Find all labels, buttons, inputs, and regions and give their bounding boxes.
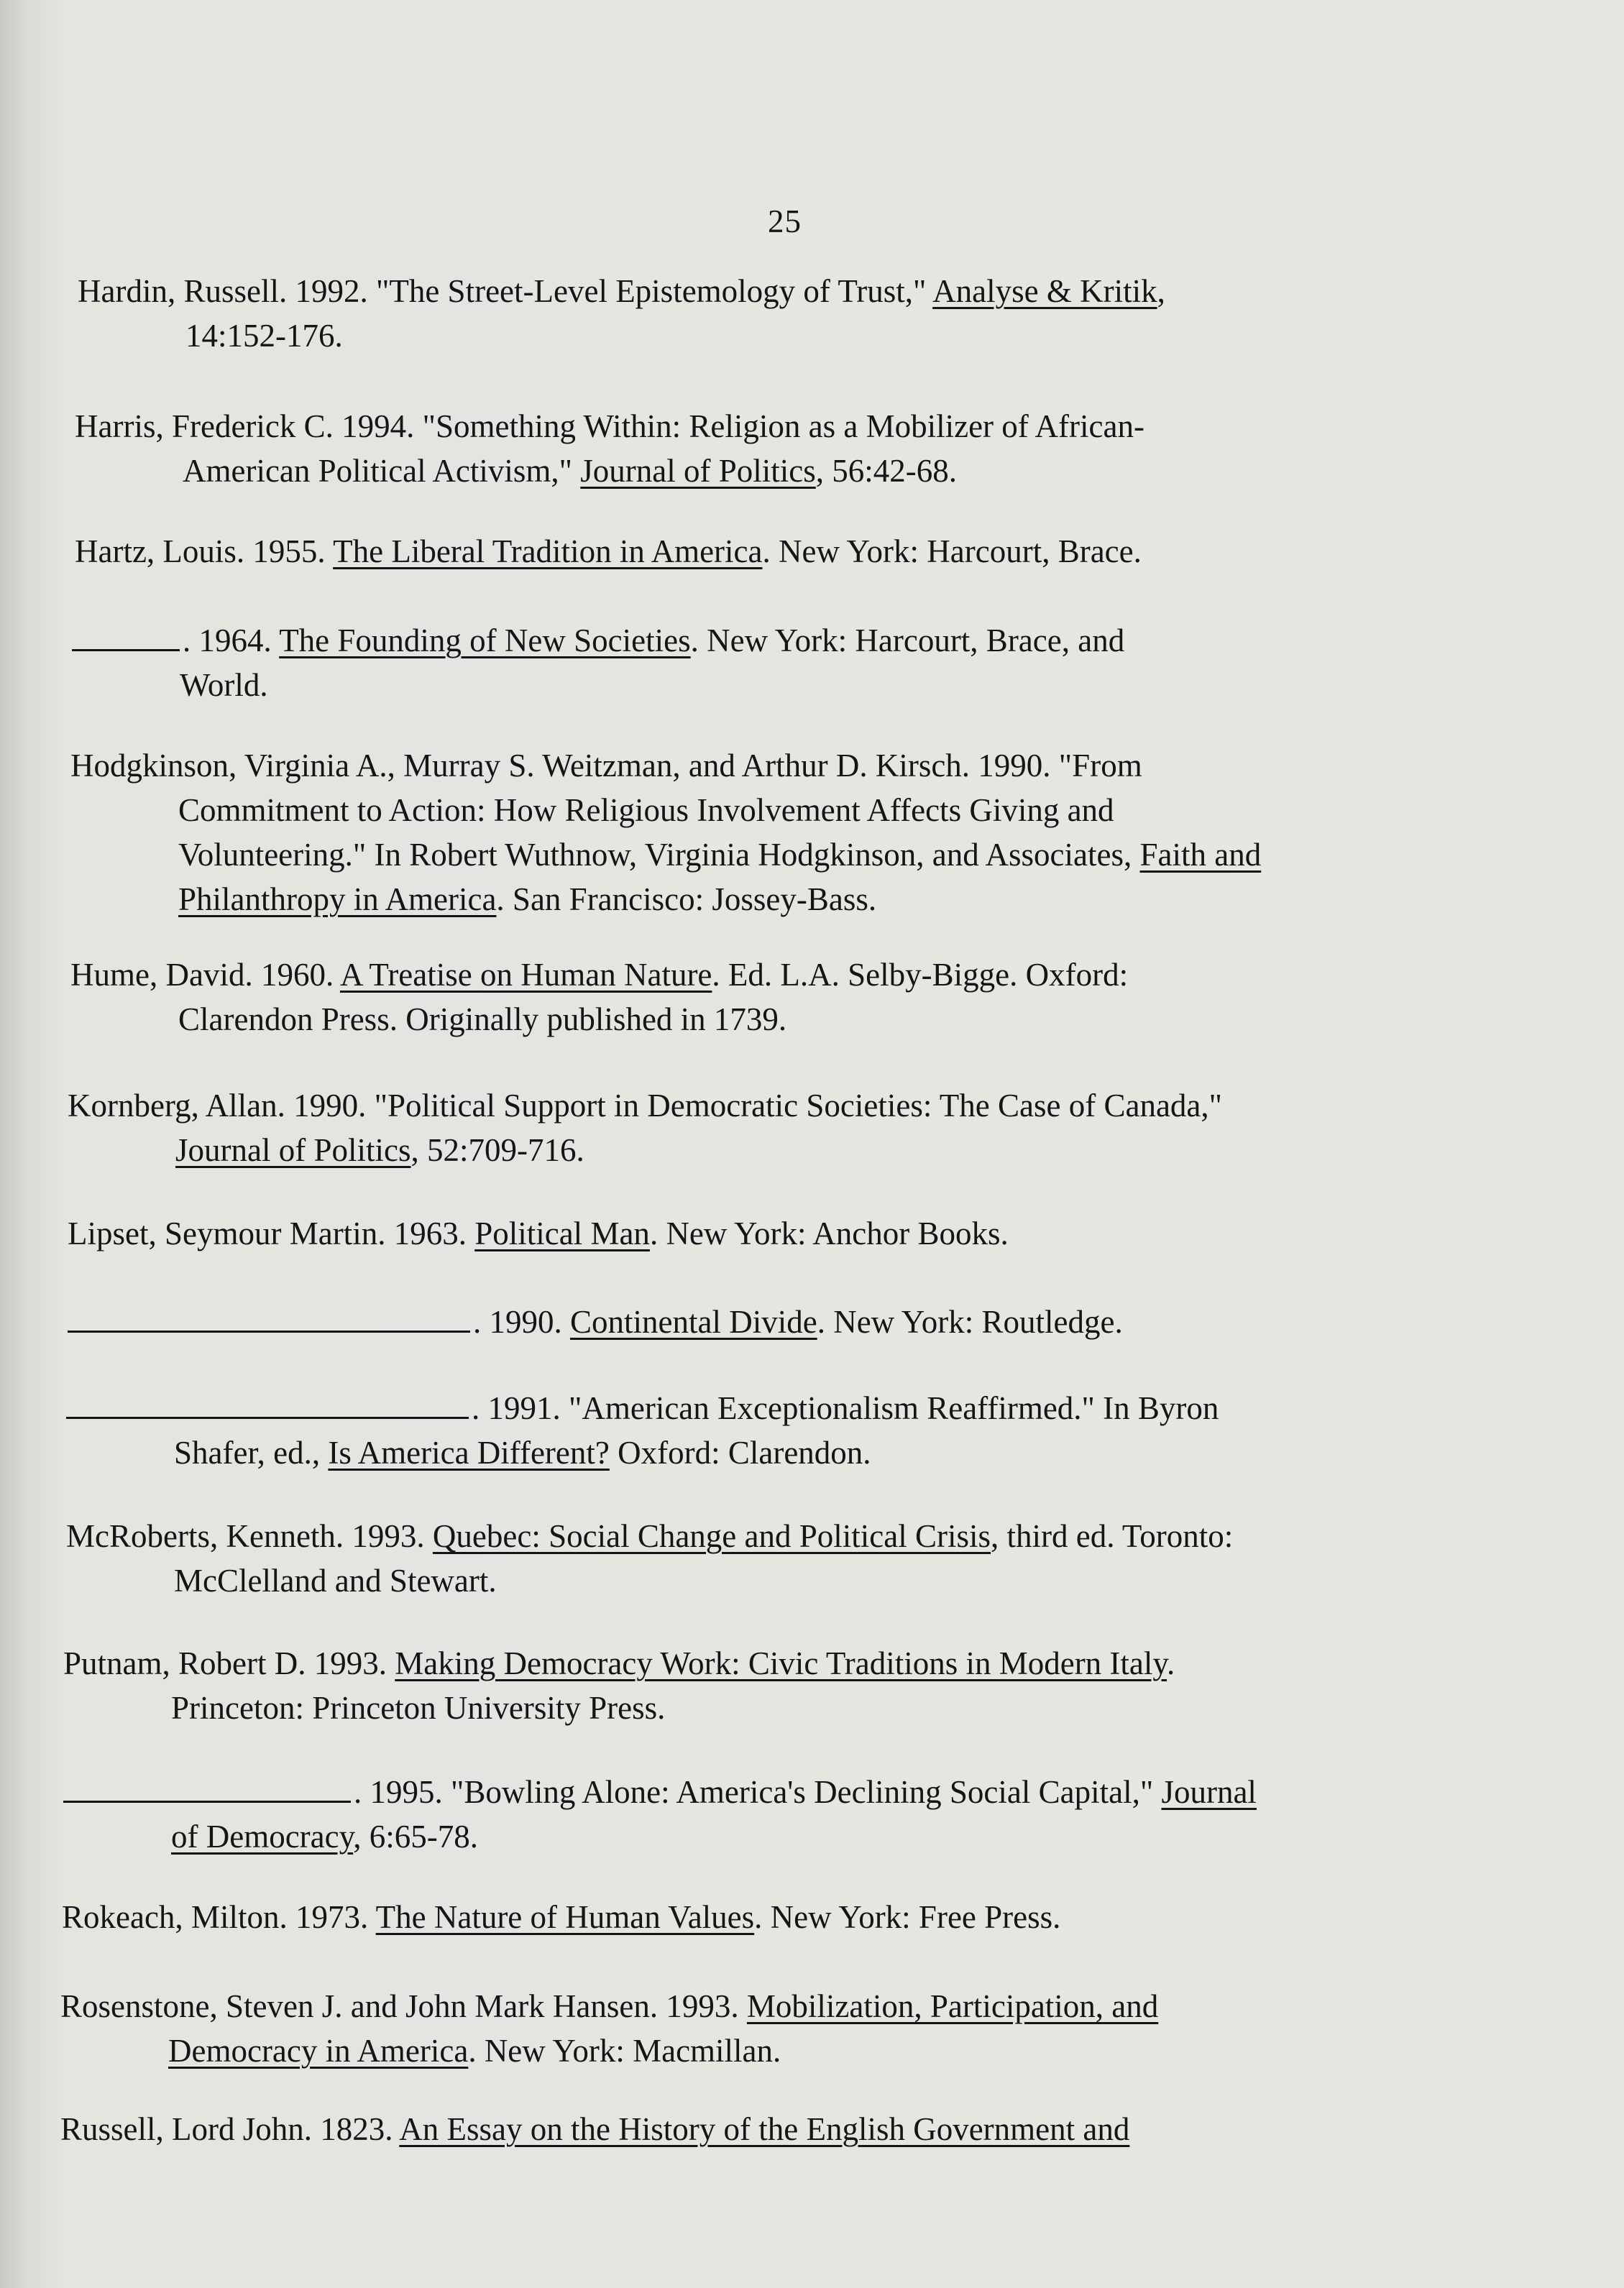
reference-text: . New York: Routledge. — [817, 1304, 1123, 1340]
reference-line — [68, 1300, 1123, 1344]
reference-text: , 56:42-68. — [815, 453, 958, 489]
reference-text: , third ed. Toronto: — [991, 1518, 1234, 1554]
reference-text: 14:152-176. — [185, 318, 343, 354]
reference-text: Lipset, Seymour Martin. 1963. — [68, 1216, 475, 1251]
reference-line — [60, 2107, 1129, 2151]
reference-title: Making Democracy Work: Civic Traditions in Modern Italy — [395, 1645, 1167, 1681]
reference-title: Is America Different? — [328, 1435, 610, 1471]
page-number: 25 — [768, 203, 802, 239]
reference-line — [78, 313, 1165, 358]
reference-text: . 1995. "Bowling Alone: America's Declining Social Capital," — [354, 1774, 1162, 1810]
reference-entry-rokeach — [62, 1895, 1060, 1939]
reference-text: . Ed. L.A. Selby-Bigge. Oxford: — [712, 957, 1129, 993]
reference-text: . New York: Harcourt, Brace. — [762, 533, 1142, 569]
reference-entry-lipset-1990 — [68, 1300, 1123, 1344]
reference-line — [72, 663, 1124, 707]
reference-text: . San Francisco: Jossey-Bass. — [496, 881, 877, 917]
reference-entry-lipset-1963 — [68, 1211, 1009, 1256]
reference-text: . — [1166, 1645, 1175, 1681]
reference-line — [63, 1641, 1175, 1686]
reference-text: , 52:709-716. — [410, 1132, 584, 1168]
reference-line — [66, 1514, 1233, 1558]
reference-text: Hodgkinson, Virginia A., Murray S. Weitzman, and Arthur D. Kirsch. 1990. "From — [70, 748, 1142, 784]
reference-title: Journal — [1161, 1774, 1257, 1810]
reference-title: Continental Divide — [570, 1304, 817, 1340]
reference-text: , — [1157, 273, 1165, 309]
reference-line — [78, 269, 1165, 313]
reference-line — [68, 1128, 1222, 1172]
reference-text: McRoberts, Kenneth. 1993. — [66, 1518, 433, 1554]
reference-text: Putnam, Robert D. 1993. — [63, 1645, 395, 1681]
reference-title: Philanthropy in America — [178, 881, 497, 917]
reference-text: Rokeach, Milton. 1973. — [62, 1899, 376, 1935]
reference-title: Journal of Politics — [175, 1132, 411, 1168]
reference-line — [72, 618, 1124, 663]
reference-entry-hardin — [78, 269, 1165, 358]
author-repeat-rule — [68, 1300, 470, 1333]
reference-line — [60, 1984, 1158, 2029]
reference-title: An Essay on the History of the English Government and — [399, 2111, 1130, 2147]
reference-text: Clarendon Press. Originally published in 1739. — [178, 1001, 787, 1037]
reference-title: Analyse & Kritik — [932, 273, 1157, 309]
reference-text: Harris, Frederick C. 1994. "Something Within: Religion as a Mobilizer of African- — [75, 408, 1144, 444]
reference-entry-mcroberts — [66, 1514, 1233, 1603]
reference-text: Commitment to Action: How Religious Involvement Affects Giving and — [178, 792, 1114, 828]
reference-entry-lipset-1991 — [66, 1386, 1219, 1475]
reference-line — [68, 1211, 1009, 1256]
reference-text: . New York: Free Press. — [754, 1899, 1061, 1935]
reference-entry-hartz-1964 — [72, 618, 1124, 707]
reference-title: The Founding of New Societies — [279, 622, 691, 658]
reference-entry-russell — [60, 2107, 1129, 2151]
reference-text: . 1990. — [473, 1304, 570, 1340]
reference-title: of Democracy — [171, 1819, 354, 1855]
reference-text: , 6:65-78. — [353, 1819, 478, 1855]
reference-line — [66, 1558, 1233, 1603]
reference-title: A Treatise on Human Nature — [339, 957, 712, 993]
reference-entry-hodgkinson — [70, 743, 1261, 922]
reference-line — [60, 2029, 1158, 2073]
reference-text: Hartz, Louis. 1955. — [75, 533, 334, 569]
reference-text: World. — [180, 667, 268, 703]
reference-text: Volunteering." In Robert Wuthnow, Virginia Hodgkinson, and Associates, — [178, 837, 1140, 873]
reference-entry-putnam-1993 — [63, 1641, 1175, 1730]
reference-text: . 1991. "American Exceptionalism Reaffirmed." In Byron — [472, 1390, 1219, 1426]
reference-entry-putnam-1995 — [63, 1770, 1257, 1859]
reference-line — [63, 1686, 1175, 1730]
reference-line — [70, 743, 1261, 788]
reference-line — [63, 1814, 1257, 1859]
reference-text: McClelland and Stewart. — [174, 1563, 497, 1599]
reference-text: Russell, Lord John. 1823. — [60, 2111, 400, 2147]
reference-entry-rosenstone — [60, 1984, 1158, 2073]
author-repeat-rule — [66, 1387, 469, 1419]
reference-text: Rosenstone, Steven J. and John Mark Hansen. 1993. — [60, 1988, 747, 2024]
reference-text: Shafer, ed., — [174, 1435, 329, 1471]
reference-title: Faith and — [1139, 837, 1262, 873]
reference-line — [66, 1430, 1219, 1475]
reference-entry-kornberg — [68, 1083, 1222, 1172]
reference-line — [75, 449, 1144, 493]
reference-line — [68, 1083, 1222, 1128]
reference-line — [70, 788, 1261, 832]
author-repeat-rule — [63, 1770, 351, 1803]
reference-text: . New York: Anchor Books. — [649, 1216, 1009, 1251]
reference-line — [75, 404, 1144, 449]
reference-text: . 1964. — [183, 622, 280, 658]
reference-title: The Nature of Human Values — [375, 1899, 755, 1935]
reference-text: . New York: Harcourt, Brace, and — [690, 622, 1125, 658]
reference-line — [66, 1386, 1219, 1430]
author-repeat-rule — [72, 619, 180, 651]
reference-title: The Liberal Tradition in America — [333, 533, 763, 569]
reference-text: Hume, David. 1960. — [70, 957, 340, 993]
reference-line — [70, 997, 1128, 1042]
reference-line — [70, 952, 1128, 997]
reference-title: Quebec: Social Change and Political Crisis — [432, 1518, 991, 1554]
reference-text: Princeton: Princeton University Press. — [171, 1690, 666, 1726]
reference-text: . New York: Macmillan. — [468, 2033, 781, 2069]
reference-line — [63, 1770, 1257, 1814]
reference-line — [70, 832, 1261, 877]
reference-title: Journal of Politics — [580, 453, 816, 489]
reference-title: Mobilization, Participation, and — [746, 1988, 1159, 2024]
reference-text: American Political Activism," — [183, 453, 581, 489]
reference-text: Kornberg, Allan. 1990. "Political Support in Democratic Societies: The Case of Canada," — [68, 1088, 1223, 1124]
reference-line — [62, 1895, 1060, 1939]
reference-text: Hardin, Russell. 1992. "The Street-Level Epistemology of Trust," — [78, 273, 933, 309]
reference-title: Political Man — [474, 1216, 650, 1251]
reference-entry-hartz-1955 — [75, 529, 1142, 574]
reference-entry-harris — [75, 404, 1144, 493]
reference-line — [70, 877, 1261, 922]
reference-title: Democracy in America — [168, 2033, 469, 2069]
reference-line — [75, 529, 1142, 574]
reference-text: Oxford: Clarendon. — [609, 1435, 871, 1471]
reference-entry-hume — [70, 952, 1128, 1042]
